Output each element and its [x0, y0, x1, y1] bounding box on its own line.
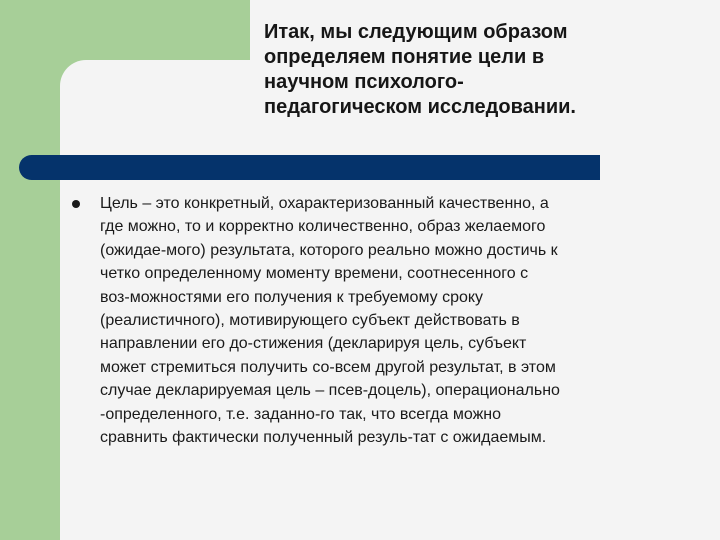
bullet-text: Цель – это конкретный, охарактеризованный качественно, а где можно, то и корректно количественно, образ желаемого (ожидае-мого) результата, которого реально можно достичь к четко определенному моменту времени, соотнесенного с воз-можностями его получения к требуемому сроку (реалистичного), мотивирующего субъект действовать в направлении его до-стижения (декларируя цель, субъект может стремиться получить со-всем другой результат, в этом случае декларируемая цель – псев-доцель), операционально -определенного, т.е. заданно-го так, что всегда можно сравнить фактически полученный резуль-тат с ожидаемым.	[100, 195, 560, 447]
bullet-item	[72, 192, 692, 449]
bullet-list	[72, 192, 692, 449]
bullet-dot-icon	[72, 200, 80, 208]
title-divider-bar	[19, 155, 600, 180]
slide-title: Итак, мы следующим образом определяем понятие цели в научном психолого- педагогическом исследовании.	[264, 21, 576, 118]
rounded-content-corner	[60, 60, 250, 166]
